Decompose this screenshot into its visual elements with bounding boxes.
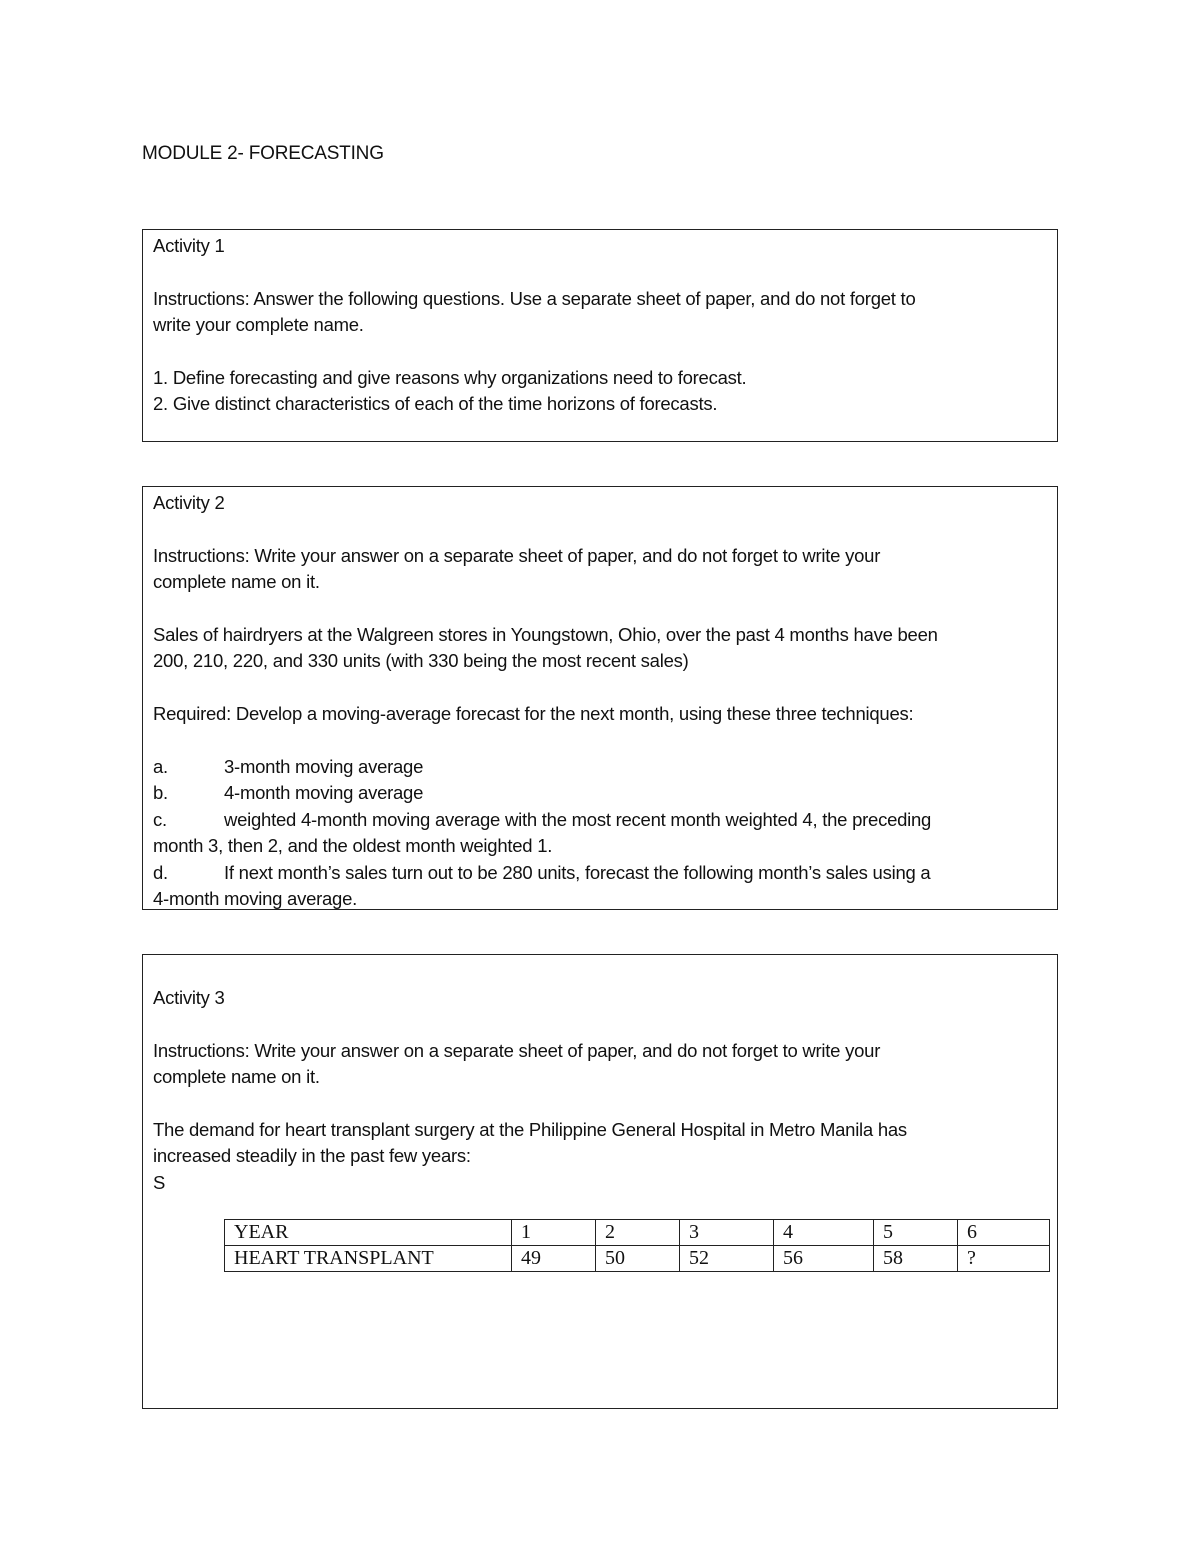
- list-item: [153, 780, 1047, 806]
- activity-1-instructions-line-2: write your complete name.: [153, 314, 364, 336]
- table-cell: YEAR: [225, 1220, 512, 1246]
- list-item-continuation: 4-month moving average.: [153, 888, 358, 910]
- list-item-text: If next month’s sales turn out to be 280 units, forecast the following month’s sales using a: [224, 861, 931, 883]
- activity-2-instructions-line-2: complete name on it.: [153, 571, 320, 593]
- list-item: [153, 807, 1047, 833]
- table-cell: 3: [680, 1220, 774, 1246]
- table-cell: 1: [512, 1220, 596, 1246]
- table-cell: HEART TRANSPLANT: [225, 1246, 512, 1272]
- heart-transplant-table: [224, 1219, 1050, 1272]
- activity-2-box: [142, 486, 1058, 910]
- activity-2-title: Activity 2: [153, 492, 225, 513]
- activity-2-required: Required: Develop a moving-average forecast for the next month, using these three techniques:: [153, 703, 914, 725]
- list-item: [153, 754, 1047, 780]
- activity-3-instructions-line-2: complete name on it.: [153, 1066, 320, 1088]
- activity-1-instructions-line-1: Instructions: Answer the following questions. Use a separate sheet of paper, and do not forget to: [153, 287, 916, 309]
- activity-2-problem-line-1: Sales of hairdryers at the Walgreen stores in Youngstown, Ohio, over the past 4 months have been: [153, 624, 938, 645]
- activity-1-title: Activity 1: [153, 235, 225, 256]
- list-item-letter: a.: [153, 756, 168, 777]
- table-cell: 2: [596, 1220, 680, 1246]
- activity-3-problem-line-2: increased steadily in the past few years:: [153, 1145, 471, 1167]
- table-cell: 50: [596, 1246, 680, 1272]
- activity-2-instructions-line-1: Instructions: Write your answer on a separate sheet of paper, and do not forget to write your: [153, 544, 881, 566]
- list-item-letter: c.: [153, 808, 167, 830]
- list-item-continuation: month 3, then 2, and the oldest month weighted 1.: [153, 835, 553, 857]
- table-row: [225, 1220, 1050, 1246]
- list-item-text: 4-month moving average: [224, 782, 424, 804]
- list-item-letter: b.: [153, 782, 168, 804]
- activity-3-box: [142, 954, 1058, 1409]
- activity-1-question-2: 2. Give distinct characteristics of each of the time horizons of forecasts.: [153, 393, 718, 415]
- table-cell: 56: [774, 1246, 874, 1272]
- table-cell: 58: [874, 1246, 958, 1272]
- table-cell: 4: [774, 1220, 874, 1246]
- activity-3-stray-text: S: [153, 1171, 166, 1193]
- activity-1-box: [142, 229, 1058, 442]
- activity-2-problem-line-2: 200, 210, 220, and 330 units (with 330 being the most recent sales): [153, 650, 689, 672]
- activity-3-problem-line-1: The demand for heart transplant surgery at the Philippine General Hospital in Metro Manila has: [153, 1119, 907, 1140]
- activity-1-question-1: 1. Define forecasting and give reasons why organizations need to forecast.: [153, 367, 747, 388]
- table-cell: 49: [512, 1246, 596, 1272]
- list-item-text: 3-month moving average: [224, 756, 424, 777]
- list-item-text: weighted 4-month moving average with the most recent month weighted 4, the preceding: [224, 808, 932, 830]
- table-cell: ?: [958, 1246, 1050, 1272]
- table-cell: 5: [874, 1220, 958, 1246]
- page-title: MODULE 2- FORECASTING: [142, 143, 384, 164]
- table-cell: 6: [958, 1220, 1050, 1246]
- list-item: [153, 860, 1047, 886]
- table-row: [225, 1246, 1050, 1272]
- list-item-letter: d.: [153, 861, 168, 883]
- activity-3-instructions-line-1: Instructions: Write your answer on a separate sheet of paper, and do not forget to write your: [153, 1039, 881, 1061]
- table-cell: 52: [680, 1246, 774, 1272]
- activity-3-title: Activity 3: [153, 987, 225, 1008]
